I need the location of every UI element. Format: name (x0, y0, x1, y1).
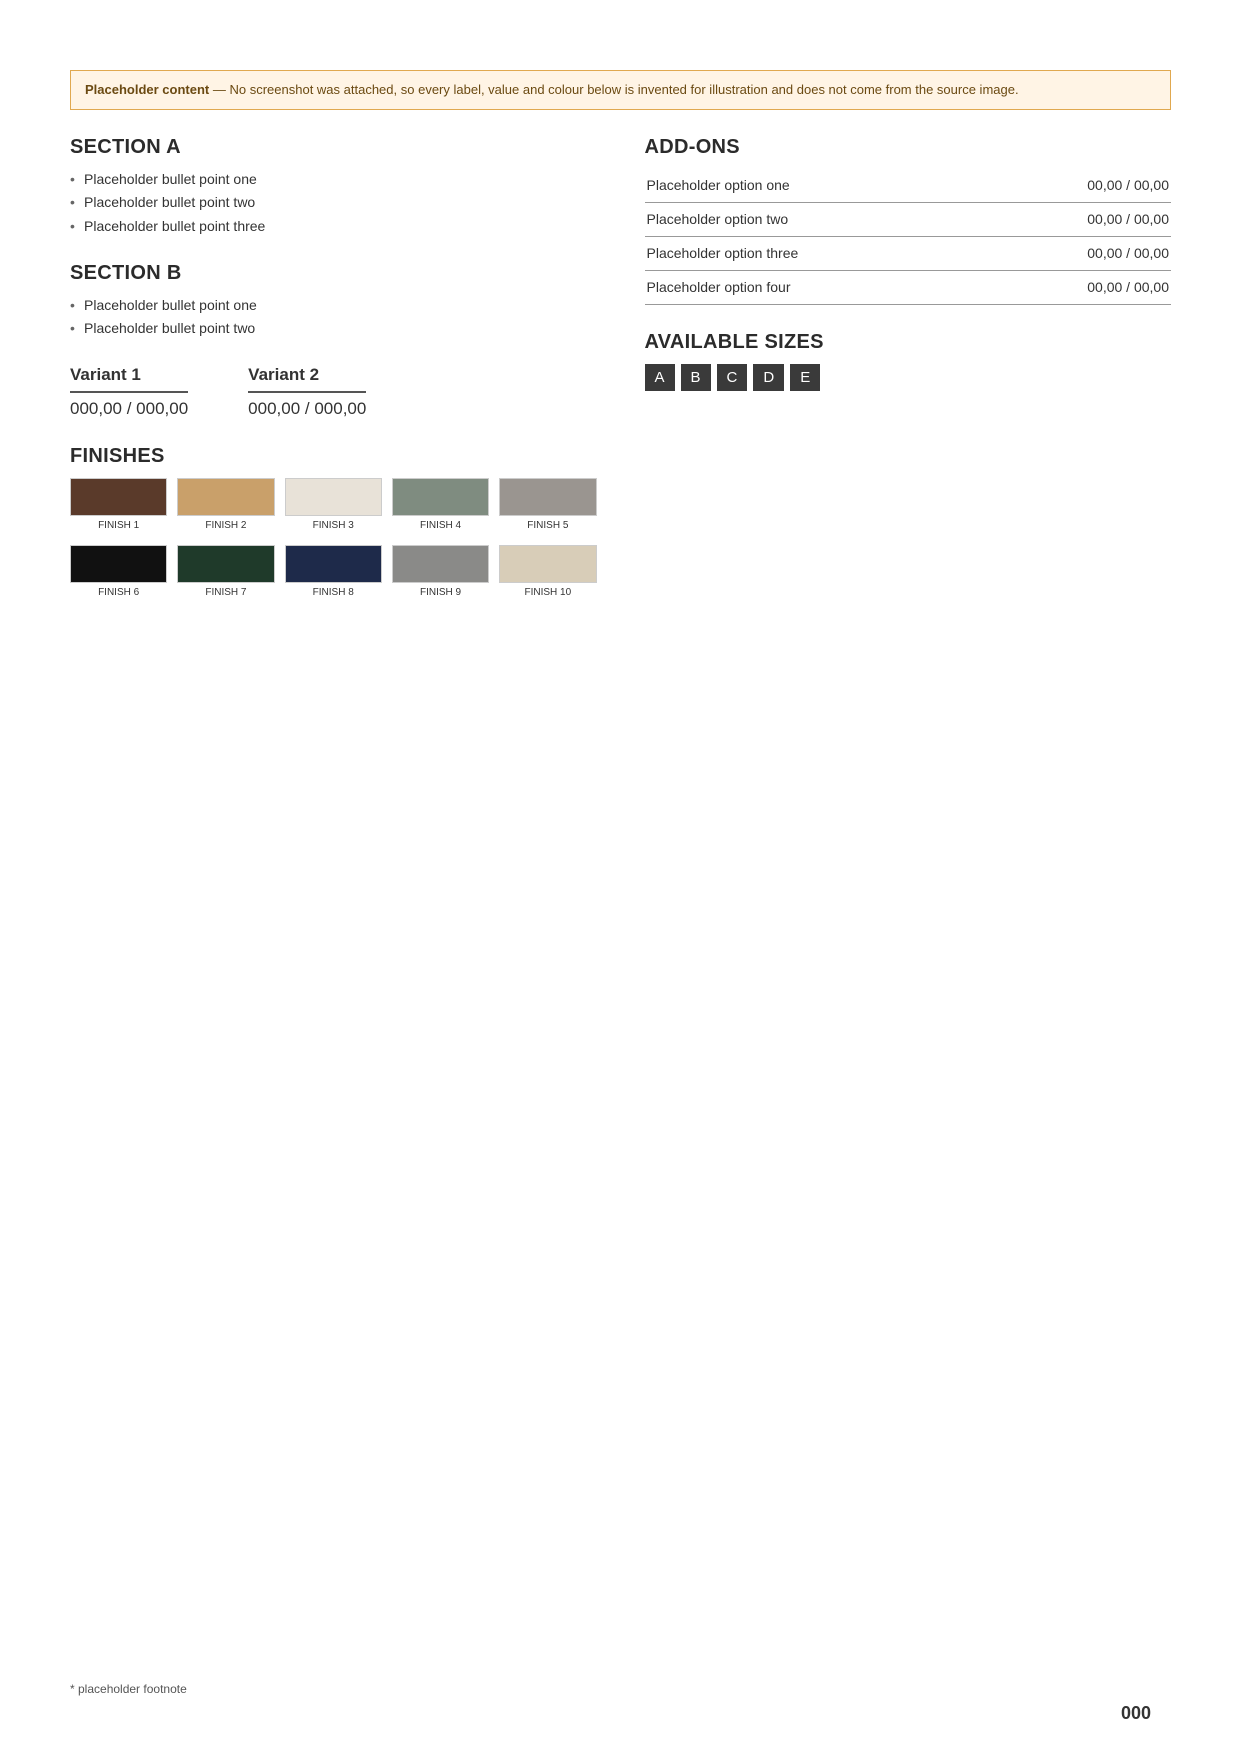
finish-section-title: FINISHES (70, 444, 165, 467)
row-label: Placeholder option one (645, 169, 971, 202)
swatch (70, 478, 167, 531)
row-value: 00,00 / 00,00 (971, 236, 1171, 270)
swatch-label: FINISH 8 (312, 586, 354, 598)
swatch (177, 545, 274, 598)
row-label: Placeholder option two (645, 203, 971, 237)
swatch-label: FINISH 9 (419, 586, 462, 598)
swatch (499, 478, 596, 531)
swatch-color (499, 478, 596, 516)
left-column (70, 136, 597, 623)
swatch-label: FINISH 3 (312, 519, 354, 531)
list-item: • Placeholder bullet point one (70, 169, 597, 189)
table-row (645, 203, 1172, 237)
price-pair (70, 365, 597, 419)
swatch-color (499, 545, 596, 583)
page-number: 000 (1120, 1703, 1151, 1723)
section-b-list (70, 295, 597, 339)
swatch-color (177, 545, 274, 583)
swatch (285, 545, 382, 598)
section-b (70, 262, 597, 339)
swatch-label: FINISH 6 (98, 586, 140, 598)
sizes-section (645, 331, 1172, 391)
swatch-label: FINISH 7 (205, 586, 247, 598)
size-chip: C (717, 364, 748, 391)
notice-text: No screenshot was attached, so every label, value and colour below is invented for illustration and does not come from the source image. (229, 82, 1019, 97)
addons-section (645, 136, 1172, 305)
size-chip: B (681, 364, 711, 391)
swatch-color (285, 478, 382, 516)
row-value: 00,00 / 00,00 (971, 203, 1171, 237)
section-a-list (70, 169, 597, 236)
sizes-title: AVAILABLE SIZES (644, 330, 824, 353)
swatch-color (70, 545, 167, 583)
size-chips (645, 364, 1172, 391)
swatch-color (392, 545, 489, 583)
swatch (70, 545, 167, 598)
swatch-label: FINISH 5 (527, 519, 569, 531)
price-value: 000,00 / 000,00 (248, 398, 367, 418)
swatch-color (70, 478, 167, 516)
list-item: • Placeholder bullet point one (70, 295, 597, 315)
price-variant-2 (248, 365, 366, 419)
table-row (645, 236, 1172, 270)
swatch (392, 545, 489, 598)
section-b-title: SECTION B (70, 262, 182, 285)
price-variant-1 (70, 365, 188, 419)
swatch-color (392, 478, 489, 516)
row-label: Placeholder option three (645, 236, 971, 270)
swatch-label: FINISH 1 (98, 519, 140, 531)
addons-table (645, 169, 1172, 305)
row-label: Placeholder option four (645, 270, 971, 304)
price-value: 000,00 / 000,00 (70, 398, 189, 418)
swatch (285, 478, 382, 531)
finish-section (70, 445, 597, 598)
table-row (645, 169, 1172, 202)
addons-title: ADD-ONS (644, 136, 740, 159)
swatch (499, 545, 596, 598)
row-value: 00,00 / 00,00 (971, 270, 1171, 304)
right-column (645, 136, 1172, 623)
swatch-color (177, 478, 274, 516)
swatch-label: FINISH 4 (419, 519, 462, 531)
price-heading: Variant 2 (248, 365, 366, 393)
swatch-label: FINISH 2 (205, 519, 247, 531)
list-item: • Placeholder bullet point two (70, 318, 597, 338)
swatch-grid (70, 478, 597, 598)
footnote: * placeholder footnote (70, 1682, 187, 1696)
swatch-label: FINISH 10 (524, 586, 572, 598)
swatch (392, 478, 489, 531)
price-heading: Variant 1 (70, 365, 188, 393)
list-item: • Placeholder bullet point three (70, 216, 597, 236)
swatch-color (285, 545, 382, 583)
row-value: 00,00 / 00,00 (971, 169, 1171, 202)
placeholder-notice: Placeholder content — No screenshot was attached, so every label, value and colour below is invented for illustration and does not come from the source image. (70, 70, 1171, 110)
section-a-title: SECTION A (70, 136, 181, 159)
size-chip: D (753, 364, 784, 391)
table-row (645, 270, 1172, 304)
notice-label: Placeholder content (85, 82, 210, 97)
swatch (177, 478, 274, 531)
list-item: • Placeholder bullet point two (70, 192, 597, 212)
section-a (70, 136, 597, 236)
size-chip: A (645, 364, 675, 391)
size-chip: E (790, 364, 820, 391)
